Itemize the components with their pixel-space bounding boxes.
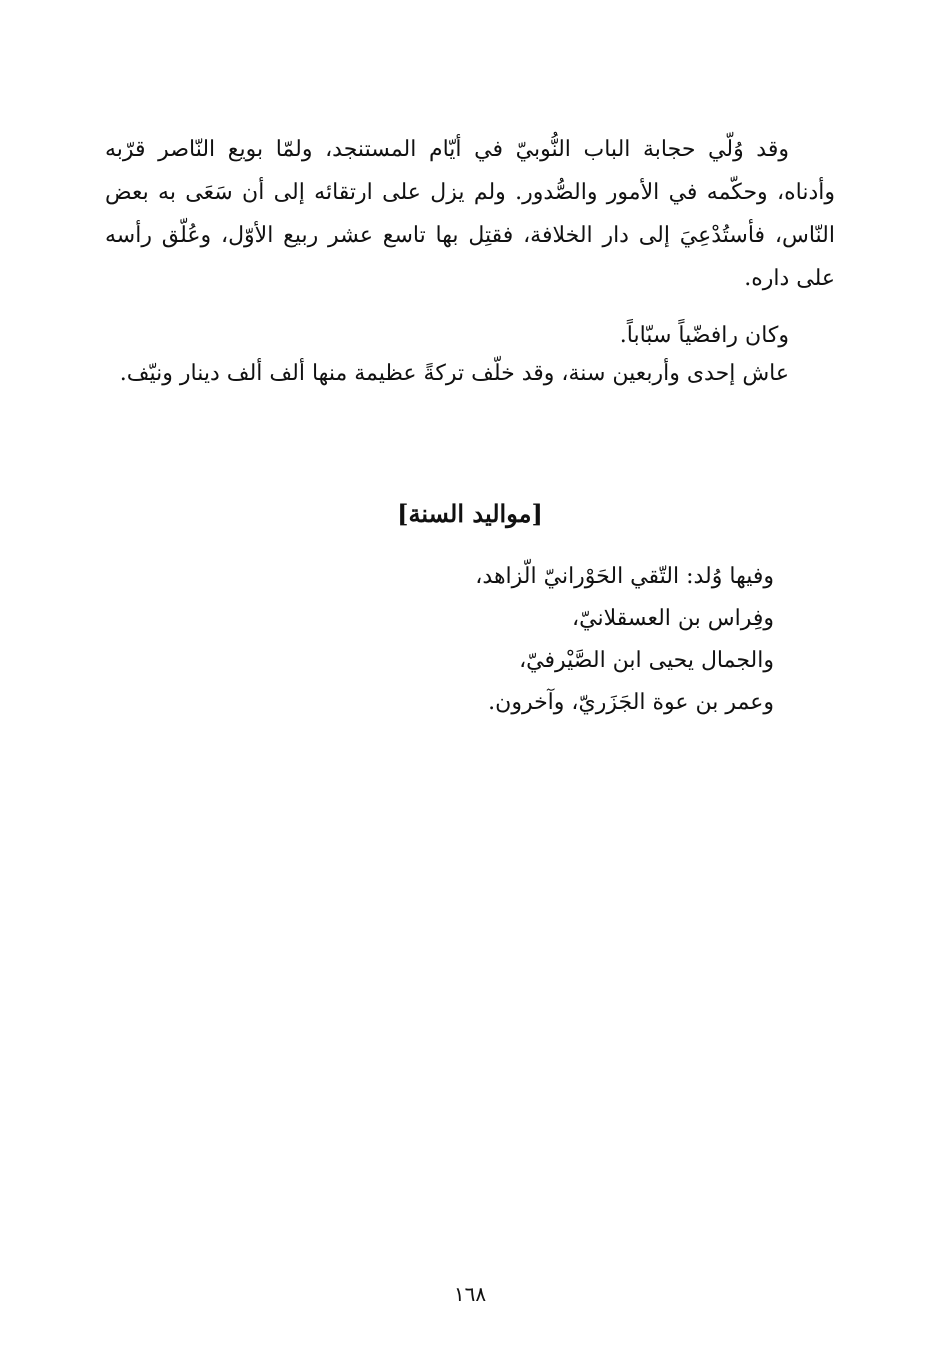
page-number: ١٦٨	[453, 1282, 487, 1306]
list-item: وعمر بن عوة الجَزَريّ، وآخرون.	[488, 690, 774, 715]
biography-paragraph: وقد وُلّي حجابة الباب النُّوبيّ في أيّام المستنجد، ولمّا بويع النّاصر قرّبه وأدناه، وحكّمه في الأمور والصُّدور. ولم يزل على ارتقائه إلى أن سَعَى به بعض النّاس، فأستُدْعِيَ إلى دار الخلافة، فقتِل بها تاسع عشر ربيع الأوّل، وعُلّق رأسه على داره.	[105, 137, 835, 291]
description-paragraph: وكان رافضّياً سبّاباً.	[619, 323, 789, 348]
list-item: وفِراس بن العسقلانيّ،	[572, 606, 774, 631]
list-item: والجمال يحيى ابن الصَّيْرفيّ،	[519, 648, 774, 673]
list-item: وفيها وُلد: التّقي الحَوْرانيّ الّزاهد،	[475, 564, 774, 589]
death-paragraph: عاش إحدى وأربعين سنة، وقد خلّف تركةً عظيمة منها ألف ألف دينار ونيّف.	[119, 361, 789, 386]
births-list	[234, 556, 774, 724]
section-heading: [مواليد السنة]	[397, 499, 543, 528]
